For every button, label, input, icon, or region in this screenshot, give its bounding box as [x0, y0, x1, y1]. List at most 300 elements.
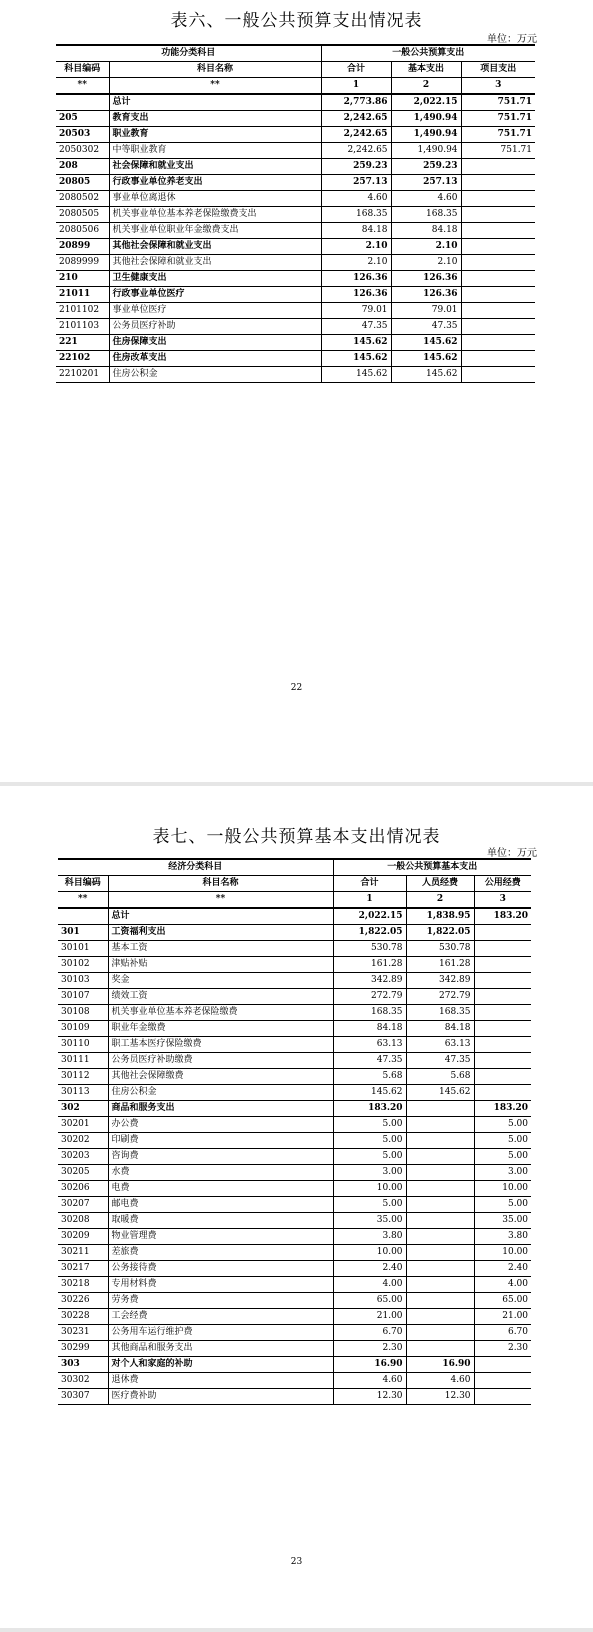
cell-name: 差旅费 — [108, 1245, 333, 1261]
cell-project — [461, 255, 535, 271]
table-row — [58, 1357, 531, 1373]
cell-project: 751.71 — [497, 129, 533, 139]
cell-code: 2089999 — [56, 255, 109, 271]
cell-name: 其他社会保障缴费 — [108, 1069, 333, 1085]
table-row — [58, 1341, 531, 1357]
cell-public: 6.70 — [507, 1327, 529, 1337]
cell-code: 30217 — [58, 1261, 108, 1277]
cell-project — [461, 303, 535, 319]
cell-total: 10.00 — [333, 1181, 406, 1197]
table-row — [58, 1037, 531, 1053]
cell-name: 公务员医疗补助 — [109, 319, 321, 335]
cell-name: 咨询费 — [108, 1149, 333, 1165]
cell-project: 751.71 — [497, 97, 533, 107]
header-group-right: 一般公共预算基本支出 — [387, 862, 478, 872]
cell-total: 2.10 — [321, 255, 391, 271]
cell-public — [474, 1069, 531, 1085]
cell-name: 事业单位离退休 — [109, 191, 321, 207]
cell-personnel: 145.62 — [406, 1085, 474, 1101]
cell-total: 3.00 — [333, 1165, 406, 1181]
cell-code: 2080502 — [56, 191, 109, 207]
cell-project: 751.71 — [497, 113, 533, 123]
table-row — [56, 111, 535, 127]
table-row — [56, 287, 535, 303]
page-number: 22 — [290, 683, 303, 693]
cell-code: 30107 — [58, 989, 108, 1005]
cell-total: 6.70 — [333, 1325, 406, 1341]
cell-code: 30108 — [58, 1005, 108, 1021]
cell-personnel — [406, 1197, 474, 1213]
cell-total: 47.35 — [333, 1053, 406, 1069]
expenditure-table — [56, 44, 535, 383]
cell-public — [474, 1005, 531, 1021]
cell-personnel: 12.30 — [406, 1389, 474, 1405]
table-row — [56, 271, 535, 287]
cell-name: 工资福利支出 — [108, 925, 333, 941]
cell-total: 2,242.65 — [321, 143, 391, 159]
cell-code: 30211 — [58, 1245, 108, 1261]
cell-total: 168.35 — [321, 207, 391, 223]
header-code: 科目编码 — [56, 62, 109, 78]
cell-project — [461, 207, 535, 223]
table-row — [58, 1165, 531, 1181]
cell-public — [474, 941, 531, 957]
table-row — [58, 989, 531, 1005]
cell-personnel: 4.60 — [406, 1373, 474, 1389]
cell-basic: 47.35 — [391, 319, 461, 335]
cell-total: 259.23 — [321, 159, 391, 175]
cell-code: 30207 — [58, 1197, 108, 1213]
cell-code: 30109 — [58, 1021, 108, 1037]
cell-public — [474, 1389, 531, 1405]
header-name: 科目名称 — [109, 62, 321, 78]
cell-code: 30201 — [58, 1117, 108, 1133]
cell-name: 教育支出 — [109, 111, 321, 127]
cell-code: 30299 — [58, 1341, 108, 1357]
cell-total: 5.00 — [333, 1149, 406, 1165]
cell-personnel — [406, 1341, 474, 1357]
cell-name: 公务用车运行维护费 — [108, 1325, 333, 1341]
cell-public — [474, 925, 531, 941]
cell-public: 3.80 — [507, 1231, 529, 1241]
cell-name: 住房改革支出 — [109, 351, 321, 367]
cell-name: 事业单位医疗 — [109, 303, 321, 319]
cell-total: 145.62 — [321, 335, 391, 351]
cell-code: 221 — [56, 335, 109, 351]
cell-total: 84.18 — [333, 1021, 406, 1037]
cell-basic: 145.62 — [391, 351, 461, 367]
cell-name: 电费 — [108, 1181, 333, 1197]
header-group-left: 经济分类科目 — [58, 859, 333, 876]
table-row — [58, 1117, 531, 1133]
cell-personnel: 530.78 — [406, 941, 474, 957]
cell-code: 30206 — [58, 1181, 108, 1197]
table-row — [58, 1229, 531, 1245]
header-project: 项目支出 — [480, 64, 517, 74]
cell-personnel — [406, 1229, 474, 1245]
cell-public — [474, 973, 531, 989]
cell-name: 绩效工资 — [108, 989, 333, 1005]
cell-public: 2.40 — [507, 1263, 529, 1273]
cell-total: 84.18 — [321, 223, 391, 239]
cell-name: 津贴补贴 — [108, 957, 333, 973]
index-total: 1 — [321, 78, 391, 95]
cell-total: 47.35 — [321, 319, 391, 335]
header-personnel: 人员经费 — [406, 876, 474, 892]
cell-name: 水费 — [108, 1165, 333, 1181]
cell-name: 职工基本医疗保险缴费 — [108, 1037, 333, 1053]
cell-code: 20503 — [56, 127, 109, 143]
cell-code: 30208 — [58, 1213, 108, 1229]
cell-project — [461, 191, 535, 207]
header-public: 公用经费 — [484, 878, 521, 888]
cell-personnel — [406, 1101, 474, 1117]
cell-personnel: 5.68 — [406, 1069, 474, 1085]
cell-code: 21011 — [56, 287, 109, 303]
cell-total: 5.00 — [333, 1133, 406, 1149]
cell-code: 30203 — [58, 1149, 108, 1165]
index-project: 3 — [495, 80, 502, 90]
cell-public: 183.20 — [493, 1103, 529, 1113]
table-row — [58, 1277, 531, 1293]
cell-personnel: 84.18 — [406, 1021, 474, 1037]
header-code: 科目编码 — [58, 876, 108, 892]
cell-name: 机关事业单位基本养老保险缴费 — [108, 1005, 333, 1021]
cell-public: 183.20 — [493, 911, 529, 921]
cell-basic: 1,490.94 — [391, 127, 461, 143]
page-number: 23 — [290, 1557, 303, 1567]
cell-total: 2.10 — [321, 239, 391, 255]
cell-code: 303 — [58, 1357, 108, 1373]
cell-name: 职业年金缴费 — [108, 1021, 333, 1037]
cell-personnel: 63.13 — [406, 1037, 474, 1053]
table-row — [56, 191, 535, 207]
cell-name: 商品和服务支出 — [108, 1101, 333, 1117]
header-total: 合计 — [333, 876, 406, 892]
cell-name: 其他商品和服务支出 — [108, 1341, 333, 1357]
cell-basic: 145.62 — [391, 335, 461, 351]
cell-personnel: 272.79 — [406, 989, 474, 1005]
cell-name: 医疗费补助 — [108, 1389, 333, 1405]
cell-code: 30226 — [58, 1293, 108, 1309]
table-row — [58, 1085, 531, 1101]
cell-total: 342.89 — [333, 973, 406, 989]
cell-name: 退休费 — [108, 1373, 333, 1389]
table-row — [56, 175, 535, 191]
cell-basic: 84.18 — [391, 223, 461, 239]
cell-project — [461, 223, 535, 239]
table-row — [58, 1389, 531, 1405]
cell-personnel — [406, 1117, 474, 1133]
cell-code: 30103 — [58, 973, 108, 989]
cell-public: 10.00 — [502, 1247, 529, 1257]
cell-total: 5.68 — [333, 1069, 406, 1085]
cell-total: 65.00 — [333, 1293, 406, 1309]
cell-basic: 2.10 — [391, 255, 461, 271]
cell-name: 取暖费 — [108, 1213, 333, 1229]
cell-personnel: 168.35 — [406, 1005, 474, 1021]
table-row — [58, 1053, 531, 1069]
cell-personnel: 47.35 — [406, 1053, 474, 1069]
table-row — [58, 1245, 531, 1261]
table-row — [58, 925, 531, 941]
cell-public — [474, 957, 531, 973]
table-row — [58, 957, 531, 973]
cell-personnel — [406, 1213, 474, 1229]
cell-personnel — [406, 1149, 474, 1165]
cell-total: 2.40 — [333, 1261, 406, 1277]
cell-name: 机关事业单位基本养老保险缴费支出 — [109, 207, 321, 223]
table-row — [58, 1261, 531, 1277]
cell-total: 12.30 — [333, 1389, 406, 1405]
cell-name: 办公费 — [108, 1117, 333, 1133]
cell-code — [56, 94, 109, 111]
cell-personnel — [406, 1309, 474, 1325]
cell-name: 住房保障支出 — [109, 335, 321, 351]
header-group-right: 一般公共预算支出 — [392, 48, 465, 58]
table-row — [56, 239, 535, 255]
cell-total: 2,022.15 — [333, 908, 406, 925]
cell-public — [474, 1037, 531, 1053]
table-row — [56, 159, 535, 175]
cell-basic: 257.13 — [391, 175, 461, 191]
page-22 — [0, 0, 593, 782]
cell-code: 2080505 — [56, 207, 109, 223]
cell-public: 10.00 — [502, 1183, 529, 1193]
cell-code: 30209 — [58, 1229, 108, 1245]
table-title: 表六、一般公共预算支出情况表 — [170, 11, 423, 31]
cell-code: 22102 — [56, 351, 109, 367]
cell-name: 公务员医疗补助缴费 — [108, 1053, 333, 1069]
cell-basic: 4.60 — [391, 191, 461, 207]
cell-name: 工会经费 — [108, 1309, 333, 1325]
table-row — [56, 351, 535, 367]
table-row — [58, 908, 531, 925]
header-name: 科目名称 — [108, 876, 333, 892]
table-row — [58, 1101, 531, 1117]
cell-personnel — [406, 1293, 474, 1309]
cell-code: 20899 — [56, 239, 109, 255]
cell-total: 145.62 — [333, 1085, 406, 1101]
cell-public: 5.00 — [507, 1151, 529, 1161]
table-row — [56, 303, 535, 319]
cell-code: 2080506 — [56, 223, 109, 239]
cell-total: 257.13 — [321, 175, 391, 191]
table-row — [56, 223, 535, 239]
cell-personnel — [406, 1181, 474, 1197]
cell-total: 63.13 — [333, 1037, 406, 1053]
index-total: 1 — [333, 892, 406, 909]
cell-code: 30205 — [58, 1165, 108, 1181]
table-row — [56, 367, 535, 383]
cell-name: 公务接待费 — [108, 1261, 333, 1277]
cell-project — [461, 351, 535, 367]
cell-basic: 259.23 — [391, 159, 461, 175]
table-row — [56, 207, 535, 223]
cell-project — [461, 287, 535, 303]
table-row — [58, 1021, 531, 1037]
cell-personnel — [406, 1133, 474, 1149]
header-group-left: 功能分类科目 — [56, 45, 321, 62]
unit-label: 单位：万元 — [487, 34, 537, 45]
cell-code: 30307 — [58, 1389, 108, 1405]
index-personnel: 2 — [406, 892, 474, 909]
cell-project — [461, 367, 535, 383]
cell-personnel — [406, 1261, 474, 1277]
index-code: ** — [56, 78, 109, 95]
cell-name: 行政事业单位医疗 — [109, 287, 321, 303]
header-total: 合计 — [321, 62, 391, 78]
index-public: 3 — [499, 894, 506, 904]
cell-project — [461, 335, 535, 351]
table-row — [58, 941, 531, 957]
index-name: ** — [108, 892, 333, 909]
table-title: 表七、一般公共预算基本支出情况表 — [152, 827, 441, 847]
cell-name: 物业管理费 — [108, 1229, 333, 1245]
cell-code: 30113 — [58, 1085, 108, 1101]
cell-total: 2,773.86 — [321, 94, 391, 111]
cell-personnel: 342.89 — [406, 973, 474, 989]
cell-name: 专用材料费 — [108, 1277, 333, 1293]
cell-public: 4.00 — [507, 1279, 529, 1289]
cell-basic: 2,022.15 — [391, 94, 461, 111]
table-row — [58, 1373, 531, 1389]
cell-public: 21.00 — [502, 1311, 529, 1321]
cell-project — [461, 175, 535, 191]
cell-personnel: 1,838.95 — [406, 908, 474, 925]
cell-name: 基本工资 — [108, 941, 333, 957]
cell-total: 145.62 — [321, 351, 391, 367]
cell-project — [461, 239, 535, 255]
cell-basic: 168.35 — [391, 207, 461, 223]
cell-code: 2101102 — [56, 303, 109, 319]
cell-code: 20805 — [56, 175, 109, 191]
cell-basic: 1,490.94 — [391, 143, 461, 159]
cell-name: 劳务费 — [108, 1293, 333, 1309]
cell-public — [474, 1085, 531, 1101]
cell-total: 272.79 — [333, 989, 406, 1005]
table-row — [58, 1325, 531, 1341]
cell-code: 30218 — [58, 1277, 108, 1293]
cell-public: 35.00 — [502, 1215, 529, 1225]
cell-name: 机关事业单位职业年金缴费支出 — [109, 223, 321, 239]
index-basic: 2 — [391, 78, 461, 95]
cell-total: 35.00 — [333, 1213, 406, 1229]
cell-public — [474, 1373, 531, 1389]
cell-name: 职业教育 — [109, 127, 321, 143]
cell-project — [461, 319, 535, 335]
cell-total: 16.90 — [333, 1357, 406, 1373]
index-name: ** — [109, 78, 321, 95]
table-row — [58, 1181, 531, 1197]
cell-personnel: 161.28 — [406, 957, 474, 973]
cell-total: 5.00 — [333, 1197, 406, 1213]
table-row — [56, 127, 535, 143]
cell-basic: 2.10 — [391, 239, 461, 255]
header-basic: 基本支出 — [391, 62, 461, 78]
cell-personnel — [406, 1165, 474, 1181]
cell-code: 30228 — [58, 1309, 108, 1325]
table-row — [58, 1133, 531, 1149]
cell-public — [474, 1357, 531, 1373]
cell-total: 168.35 — [333, 1005, 406, 1021]
cell-name: 住房公积金 — [109, 367, 321, 383]
cell-project: 751.71 — [500, 145, 533, 155]
table-row — [58, 1197, 531, 1213]
cell-public — [474, 989, 531, 1005]
cell-total: 4.60 — [333, 1373, 406, 1389]
cell-code: 30302 — [58, 1373, 108, 1389]
cell-total: 4.00 — [333, 1277, 406, 1293]
cell-code: 2050302 — [56, 143, 109, 159]
cell-total: 161.28 — [333, 957, 406, 973]
cell-total: 3.80 — [333, 1229, 406, 1245]
table-row — [58, 1293, 531, 1309]
cell-basic: 79.01 — [391, 303, 461, 319]
table-row — [56, 143, 535, 159]
cell-name: 奖金 — [108, 973, 333, 989]
cell-name: 印刷费 — [108, 1133, 333, 1149]
cell-total: 4.60 — [321, 191, 391, 207]
index-code: ** — [58, 892, 108, 909]
cell-public — [474, 1021, 531, 1037]
cell-name: 行政事业单位养老支出 — [109, 175, 321, 191]
cell-code: 30102 — [58, 957, 108, 973]
cell-name: 卫生健康支出 — [109, 271, 321, 287]
table-row — [58, 1149, 531, 1165]
cell-public: 65.00 — [502, 1295, 529, 1305]
cell-total: 10.00 — [333, 1245, 406, 1261]
cell-public: 5.00 — [507, 1199, 529, 1209]
cell-public: 2.30 — [507, 1343, 529, 1353]
table-row — [58, 1069, 531, 1085]
cell-code: 2101103 — [56, 319, 109, 335]
cell-code: 30110 — [58, 1037, 108, 1053]
table-row — [56, 335, 535, 351]
cell-code: 30101 — [58, 941, 108, 957]
cell-total: 145.62 — [321, 367, 391, 383]
cell-code: 205 — [56, 111, 109, 127]
cell-total: 2,242.65 — [321, 127, 391, 143]
cell-name: 邮电费 — [108, 1197, 333, 1213]
cell-name: 对个人和家庭的补助 — [108, 1357, 333, 1373]
table-row — [56, 255, 535, 271]
cell-code: 302 — [58, 1101, 108, 1117]
cell-total: 1,822.05 — [333, 925, 406, 941]
cell-code: 208 — [56, 159, 109, 175]
table-row — [58, 973, 531, 989]
cell-public: 5.00 — [507, 1135, 529, 1145]
table-row — [56, 319, 535, 335]
cell-name: 总计 — [109, 94, 321, 111]
cell-basic: 145.62 — [391, 367, 461, 383]
cell-code: 30231 — [58, 1325, 108, 1341]
cell-personnel — [406, 1245, 474, 1261]
cell-total: 530.78 — [333, 941, 406, 957]
table-row — [58, 1213, 531, 1229]
cell-total: 2,242.65 — [321, 111, 391, 127]
cell-total: 126.36 — [321, 287, 391, 303]
cell-project — [461, 159, 535, 175]
cell-total: 2.30 — [333, 1341, 406, 1357]
cell-code — [58, 908, 108, 925]
cell-public: 5.00 — [507, 1119, 529, 1129]
page-23 — [0, 786, 593, 1628]
cell-public: 3.00 — [507, 1167, 529, 1177]
unit-label: 单位：万元 — [487, 848, 537, 859]
cell-total: 126.36 — [321, 271, 391, 287]
cell-basic: 126.36 — [391, 287, 461, 303]
